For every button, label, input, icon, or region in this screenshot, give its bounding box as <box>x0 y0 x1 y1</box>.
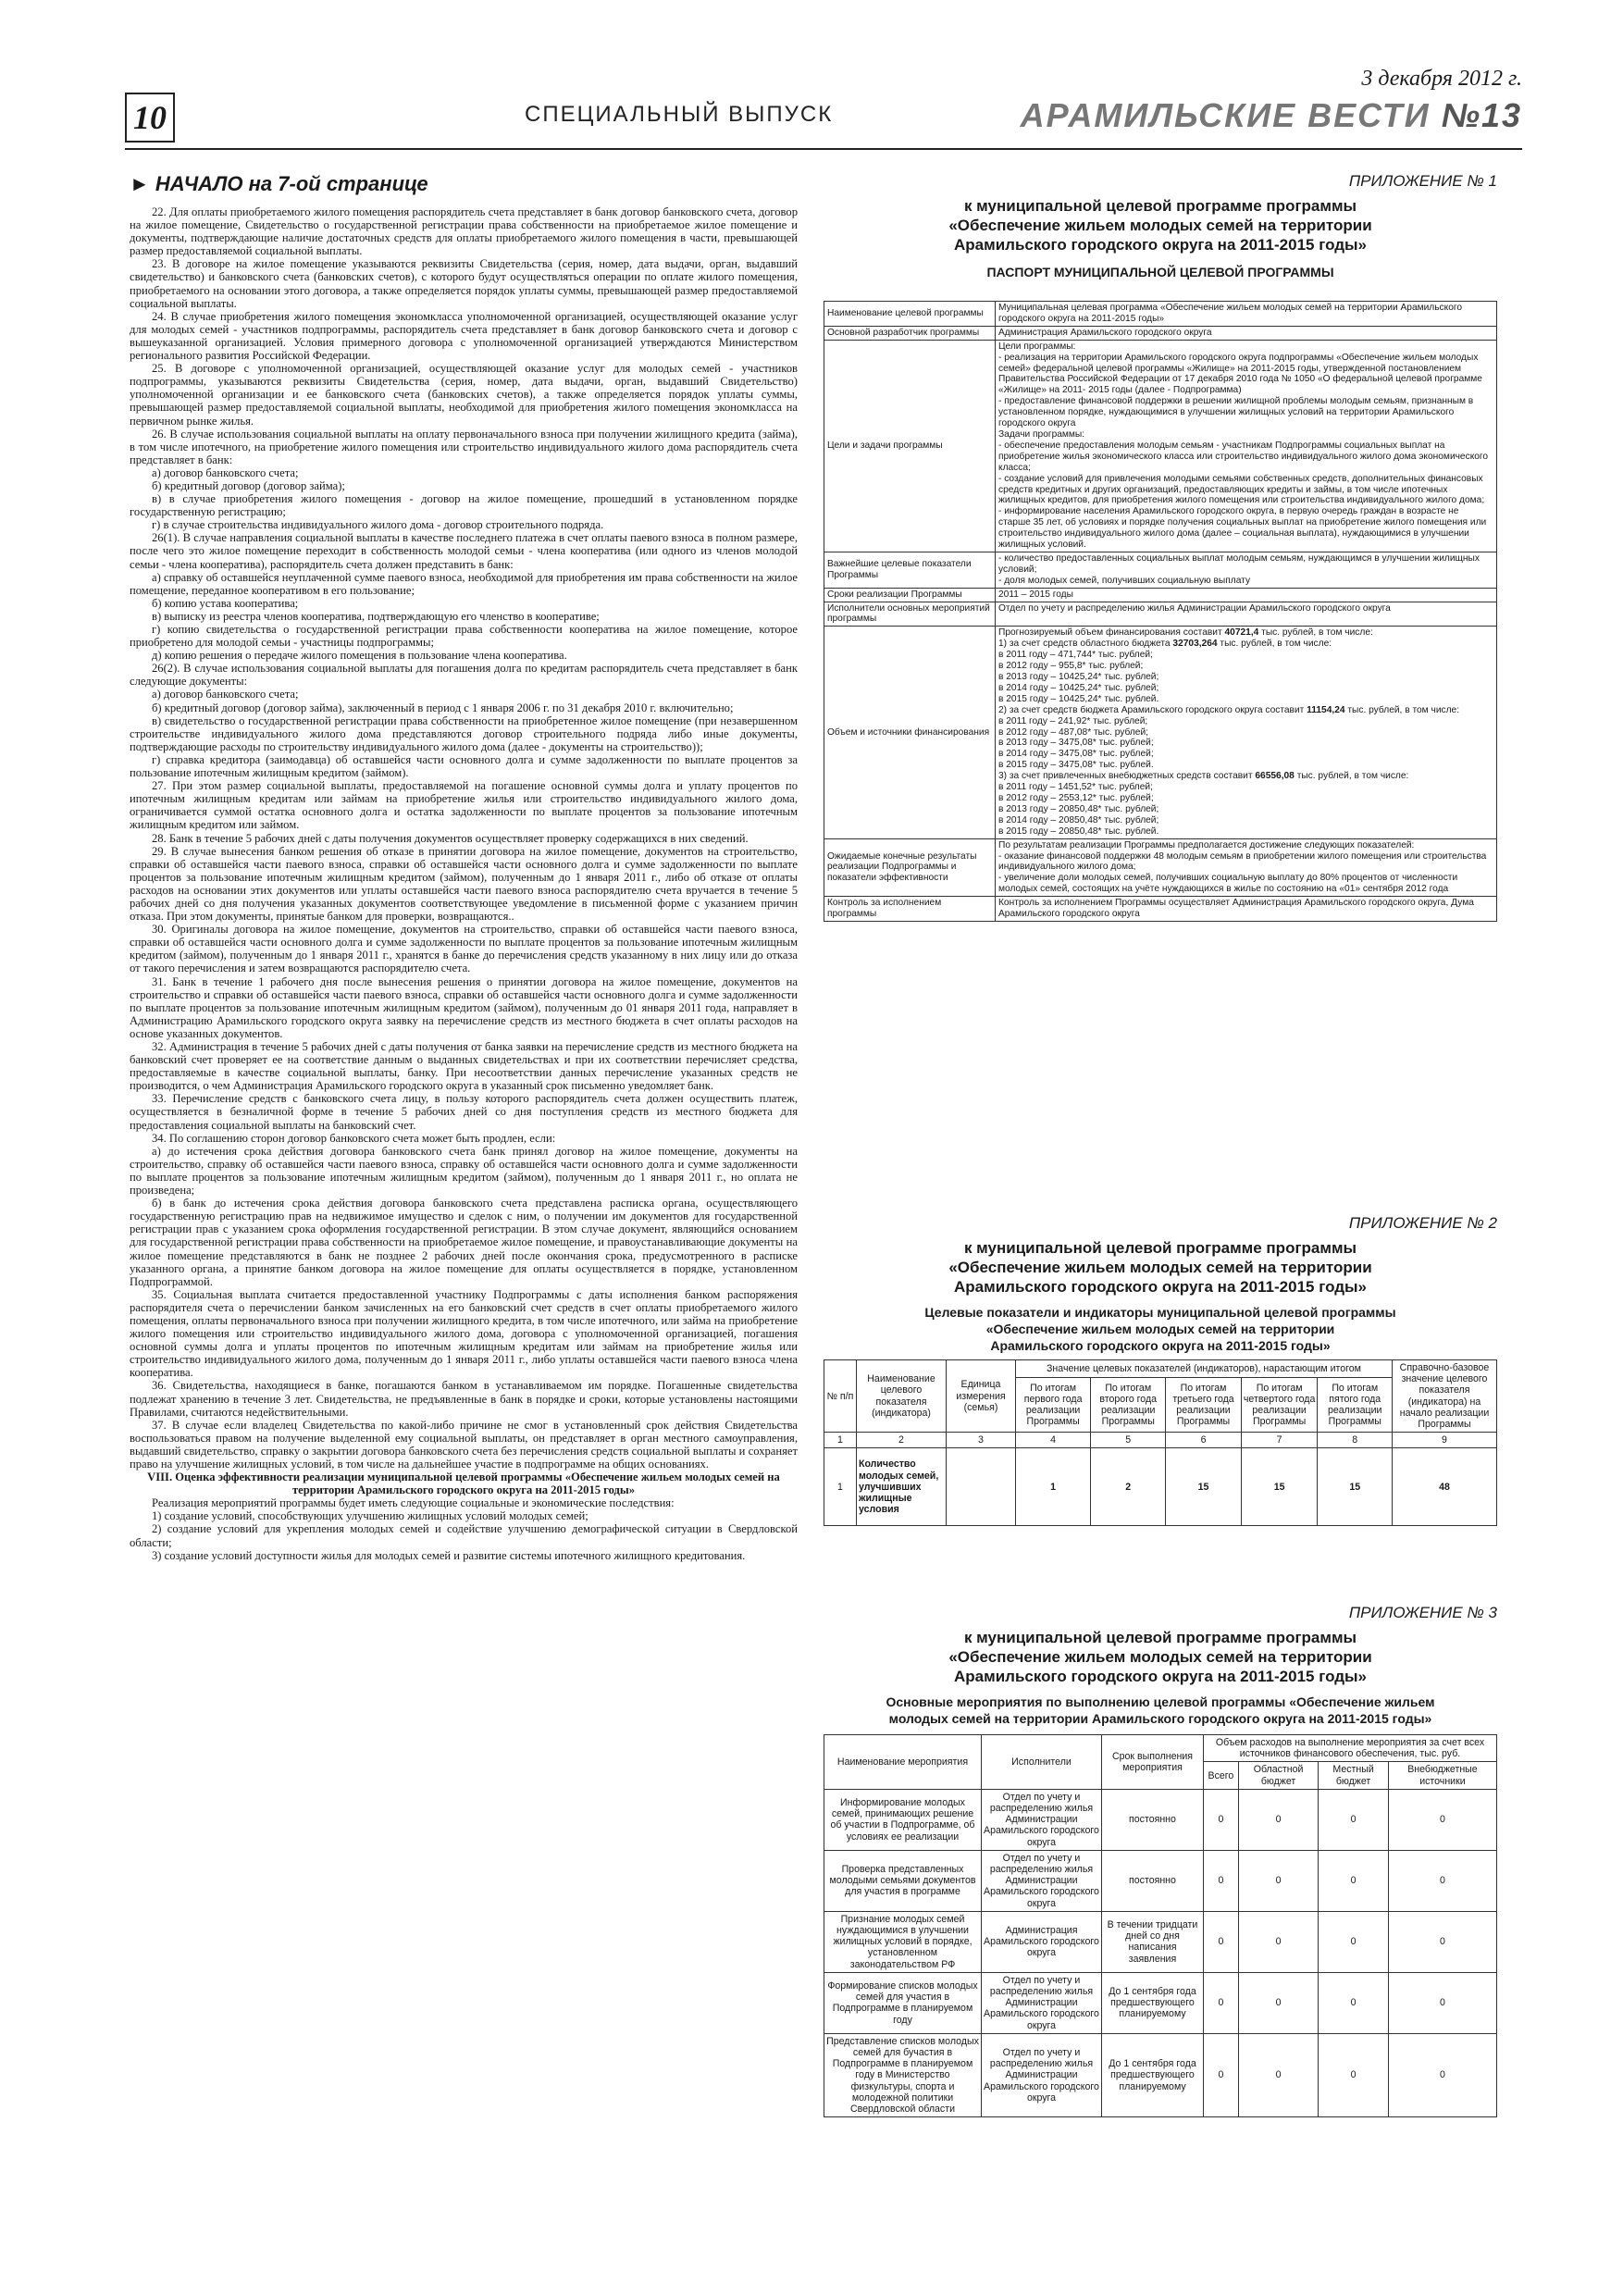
paragraph: 37. В случае если владелец Свидетельства по какой-либо причине не смог в установленный срок действия Свидетельства воспользоваться правом на получение выделенной ему социальной выплаты, он представляет в орган местного самоуправления, выдавший свидетельство, справку о закрытии договора банковского счета без перечисления средств социальной выплаты и сохраняет право на улучшение жилищных условий, в том числе на дальнейшее участие в подпрограмме на общих основаниях. <box>130 1418 798 1471</box>
paragraph: в) выписку из реестра членов кооператива, подтверждающую его членство в кооперативе; <box>152 609 600 623</box>
row-value <box>996 340 1497 552</box>
row-value <box>996 302 1497 327</box>
paragraph-list <box>130 205 798 1471</box>
row-label: Сроки реализации Программы <box>824 588 996 602</box>
value-line: в 2012 году – 487,08* тыс. рублей; <box>998 726 1148 738</box>
activities-table <box>824 1734 1497 2117</box>
passport-row <box>824 897 1497 922</box>
paragraph: г) копию свидетельства о государственной регистрации права собственности кооператива на жилое помещение, которое приобретено для молодой семьи - участницы подпрограммы; <box>130 623 798 650</box>
left-column <box>130 205 798 1562</box>
col-y4: По итогам четвертого года реализации Программы <box>1241 1377 1318 1432</box>
activities-heading <box>824 1694 1497 1727</box>
row-label: Основной разработчик программы <box>824 326 996 340</box>
heading-line: Целевые показатели и индикаторы муниципальной целевой программы <box>924 1305 1396 1320</box>
title-line: Арамильского городского округа на 2011-2015 годы» <box>954 1668 1367 1685</box>
col-name: Наименование целевого показателя (индикатора) <box>857 1360 947 1433</box>
cell-reg: 0 <box>1238 1850 1318 1911</box>
column-number-row <box>824 1433 1497 1448</box>
value-line: Контроль за исполнением Программы осуществляет Администрация Арамильского городского округа, Дума Арамильского городского округа <box>998 898 1474 920</box>
cell-base: 48 <box>1393 1448 1497 1526</box>
col-y3: По итогам третьего года реализации Программы <box>1166 1377 1242 1432</box>
masthead <box>1021 96 1522 135</box>
cell-reg: 0 <box>1238 2033 1318 2116</box>
issue-number: №13 <box>1441 96 1522 134</box>
paragraph: 27. При этом размер социальной выплаты, предоставляемой на погашение основной суммы долга и уплату процентов по ипотечным жилищным кредитам или займам на приобретение жилья или строительство индивидуального жилого дома, ограничивается суммой остатка основного долга и остатка задолженности по выплате процентов за пользование ипотечным жилищным кредитом или займом. <box>130 779 798 832</box>
title-line: «Обеспечение жильем молодых семей на территории <box>948 1259 1372 1276</box>
cell-name: Признание молодых семей нуждающимися в улучшении жилищных условий в порядке, установленном законодательством РФ <box>824 1911 982 1972</box>
value-line: Отдел по учету и распределению жилья Администрации Арамильского городского округа <box>998 602 1391 614</box>
col-term: Срок выполнения мероприятия <box>1102 1735 1204 1790</box>
paragraph: а) до истечения срока действия договора банковского счета банк принял договор на жилое помещение, документы на строительство, справку об оставшейся части паевого взноса, справку об оставшейся части основного долга и сумме задолженности по выплате процентов за пользование ипотечным жилищным кредитом (займом), полученным до 1 января 2011 г., но оплата не произведена; <box>130 1144 798 1198</box>
cell-y1: 1 <box>1016 1448 1091 1526</box>
column-number: 2 <box>857 1433 947 1448</box>
cell-total: 0 <box>1204 2033 1239 2116</box>
passport-row <box>824 340 1497 552</box>
paragraph: 22. Для оплаты приобретаемого жилого помещения распорядитель счета представляет в банк договор банковского счета, договор на жилое помещение, Свидетельство о государственной регистрации права собственности на приобретаемое жилое помещение и документы, подтверждающие наличие достаточных средств для оплаты приобретаемого жилого помещения в части, превышающей размер предоставляемой социальной выплаты. <box>130 205 798 258</box>
value-line: в 2011 году – 471,744* тыс. рублей; <box>998 650 1153 661</box>
title-line: к муниципальной целевой программе программы <box>963 1239 1357 1257</box>
value-line: в 2014 году – 20850,48* тыс. рублей; <box>998 814 1159 825</box>
value-line: Цели программы: <box>998 341 1076 352</box>
cell-exec: Отдел по учету и распределению жилья Администрации Арамильского городского округа <box>982 2033 1102 2116</box>
row-label: Контроль за исполнением программы <box>824 897 996 922</box>
appendix-1-title <box>824 196 1497 254</box>
paragraph: 32. Администрация в течение 5 рабочих дней с даты получения от банка заявки на перечисление средств из местного бюджета на банковский счет проверяет ее на соответствие данным о выданных свидетельствах и при их соответствии перечисляет средства, предоставляемые в качестве социальной выплаты, банку. При несоответствии данных перечисление указанных средств не производится, о чем Администрация Арамильского городского округа в указанный срок письменно уведомляет банк. <box>130 1040 798 1093</box>
cell-total: 0 <box>1204 1911 1239 1972</box>
page-header <box>125 67 1522 150</box>
table-row <box>824 1850 1497 1911</box>
cell-reg: 0 <box>1238 1911 1318 1972</box>
row-value <box>996 326 1497 340</box>
cell-total: 0 <box>1204 1789 1239 1850</box>
row-label: Важнейшие целевые показатели Программы <box>824 552 996 588</box>
paragraph: в) в случае приобретения жилого помещения - договор на жилое помещение, прошедший в установленном порядке государственную регистрацию; <box>130 492 798 519</box>
col-local: Местный бюджет <box>1319 1762 1389 1789</box>
col-exec: Исполнители <box>982 1735 1102 1790</box>
cell-ext: 0 <box>1388 1911 1496 1972</box>
value-line: в 2011 году – 241,92* тыс. рублей; <box>998 715 1148 726</box>
cell-reg: 0 <box>1238 1972 1318 2033</box>
paragraph: 25. В договоре с уполномоченной организацией, осуществляющей оказание услуг для молодых семей - участников подпрограммы, указываются реквизиты Свидетельства (серия, номер, дата выдачи, орган, выдавший Свидетельство) уполномоченной организации и ее банковского счета (банковских счетов), а также определяется порядок уплаты суммы, превышающей размер предоставляемой социальной выплаты, необходимой для приобретения жилого помещения экономкласса на первичном рынке жилья. <box>130 362 798 428</box>
indicators-heading <box>824 1304 1497 1354</box>
cell-exec: Администрация Арамильского городского округа <box>982 1911 1102 1972</box>
heading-line: молодых семей на территории Арамильского городского округа на 2011-2015 годы» <box>888 1711 1432 1726</box>
paragraph: 2) создание условий для укрепления молодых семей и содействие улучшению демографической ситуации в Свердловской области; <box>130 1522 798 1549</box>
value-line: - увеличение доли молодых семей, получивших социальную выплату до 80% процентов от численности молодых семей, состоящих на учёте нуждающихся в жилье по состоянию на «01» сентября 2012 года <box>998 873 1458 895</box>
value-line: Муниципальная целевая программа «Обеспечение жильем молодых семей на территории Арамильского городского округа на 2011-2015 годы» <box>998 303 1463 324</box>
row-label: Цели и задачи программы <box>824 340 996 552</box>
cell-ext: 0 <box>1388 1850 1496 1911</box>
title-line: к муниципальной целевой программе программы <box>963 197 1357 215</box>
value-line: 3) за счет привлеченных внебюджетных средств составит 66556,08 тыс. рублей, в том числе: <box>998 771 1409 782</box>
appendix-1-label: ПРИЛОЖЕНИЕ № 1 <box>1348 172 1497 190</box>
column-number: 7 <box>1241 1433 1318 1448</box>
cell-y5: 15 <box>1318 1448 1393 1526</box>
cell-num: 1 <box>824 1448 857 1526</box>
cell-ext: 0 <box>1388 1972 1496 2033</box>
value-line: в 2014 году – 10425,24* тыс. рублей; <box>998 682 1159 693</box>
passport-row <box>824 302 1497 327</box>
column-number: 1 <box>824 1433 857 1448</box>
cell-term: постоянно <box>1102 1850 1204 1911</box>
value-line: в 2012 году – 955,8* тыс. рублей; <box>998 661 1144 672</box>
paragraph: д) копию решения о передаче жилого помещения в пользование члена кооператива. <box>152 649 567 663</box>
row-label: Объем и источники финансирования <box>824 627 996 838</box>
cell-name: Проверка представленных молодыми семьями документов для участия в программе <box>824 1850 982 1911</box>
issue-date: 3 декабря 2012 г. <box>1361 67 1522 91</box>
col-num: № п/п <box>824 1360 857 1433</box>
appendix-1 <box>824 172 1497 922</box>
cell-loc: 0 <box>1319 1911 1389 1972</box>
passport-row <box>824 602 1497 627</box>
paragraph: а) договор банковского счета; <box>152 688 299 701</box>
row-value <box>996 588 1497 602</box>
paragraph: б) в банк до истечения срока действия договора банковского счета представлена расписка органа, осуществляющего государственную регистрацию прав на недвижимое имущество и сделок с ним, о получении им документов для государственной регистрации прав с указанием срока оформления государственной регистрации. В этом случае документ, являющийся основанием для государственной регистрации права собственности на приобретаемое жилое помещение, и правоустанавливающие документы на жилое помещение представляются в банк не позднее 2 рабочих дней после окончания срока, предусмотренного в расписке указанного органа, а принятие банком договора на жилое помещение для оплаты осуществляется в порядке, установленном Подпрограммой. <box>130 1197 798 1288</box>
appendix-3-title <box>824 1628 1497 1686</box>
paragraph: б) копию устава кооператива; <box>152 596 299 610</box>
value-line: в 2013 году – 10425,24* тыс. рублей; <box>998 672 1159 682</box>
newspaper-name: АРАМИЛЬСКИЕ ВЕСТИ <box>1020 96 1431 134</box>
section-viii-text <box>130 1496 798 1561</box>
cell-name: Представление списков молодых семей для бучастия в Подпрограмме в планируемом году в Министерство физкультуры, спорта и молодежной политики Свердловской области <box>824 2033 982 2116</box>
passport-row <box>824 588 1497 602</box>
cell-loc: 0 <box>1319 1972 1389 2033</box>
col-external: Внебюджетные источники <box>1388 1762 1496 1789</box>
title-line: «Обеспечение жильем молодых семей на территории <box>948 217 1372 234</box>
title-line: Арамильского городского округа на 2011-2015 годы» <box>954 236 1367 254</box>
row-value <box>996 602 1497 627</box>
paragraph: 26(1). В случае направления социальной выплаты в качестве последнего платежа в счет оплаты паевого взноса в полном размере, после чего это жилое помещение переходит в собственность молодой семьи - члена кооператива (или одного из членов молодой семьи - члена кооператива), распорядитель счета должен представить в банк: <box>130 531 798 571</box>
cell-loc: 0 <box>1319 1789 1389 1850</box>
cell-ext: 0 <box>1388 1789 1496 1850</box>
value-line: - предоставление финансовой поддержки в решении жилищной проблемы молодым семьям, признанным в установленном порядке, нуждающимися в улучшении жилищных условий на территории Арамильского городского округа <box>998 396 1474 429</box>
col-regional: Областной бюджет <box>1238 1762 1318 1789</box>
value-line: - информирование населения Арамильского городского округа, в первую очередь граждан в возрасте не старше 35 лет, об условиях и порядке получения социальных выплат на приобретение жилого помещения или строительство индивидуального жилого дома (далее – социальная выплата), нуждающимися в улучшении жилищных условий. <box>998 506 1487 551</box>
column-number: 5 <box>1091 1433 1166 1448</box>
value-line: - реализация на территории Арамильского городского округа подпрограммы «Обеспечение жильем молодых семей» федеральной целевой программы «Жилище» на 2011-2015 годы, утвержденной постановлением Правительства Российской Федерации от 17 декабря 2010 года № 1050 «О федеральной целевой программе «Жилище» на 2011- 2015 годы (далее - Подпрограмма) <box>998 352 1482 396</box>
appendix-2-title <box>824 1238 1497 1297</box>
col-y1: По итогам первого года реализации Программы <box>1016 1377 1091 1432</box>
value-line: в 2015 году – 3475,08* тыс. рублей. <box>998 760 1154 771</box>
value-line: в 2013 году – 3475,08* тыс. рублей; <box>998 738 1154 749</box>
value-line: в 2014 году – 3475,08* тыс. рублей; <box>998 749 1154 760</box>
cell-exec: Отдел по учету и распределению жилья Администрации Арамильского городского округа <box>982 1789 1102 1850</box>
cell-exec: Отдел по учету и распределению жилья Администрации Арамильского городского округа <box>982 1972 1102 2033</box>
paragraph: 31. Банк в течение 1 рабочего дня после вынесения решения о принятии договора на жилое помещение, документов на строительство и справки об оставшейся части паевого взноса, справки об оставшейся части основного долга и сумме задолженности по выплате процентов за пользование ипотечным жилищным кредитом (займом), полученным до 01 января 2011 года, направляет в Администрацию Арамильского городского округа заявку на перечисление средств из местного бюджета в счет оплаты расходов на основе указанных документов. <box>130 974 798 1040</box>
appendix-2-label: ПРИЛОЖЕНИЕ № 2 <box>1348 1214 1497 1232</box>
column-number: 6 <box>1166 1433 1242 1448</box>
paragraph: б) кредитный договор (договор займа), заключенный в период с 1 января 2006 г. по 31 декабря 2010 г. включительно; <box>152 701 734 714</box>
row-label: Ожидаемые конечные результаты реализации Подпрограммы и показатели эффективности <box>824 838 996 897</box>
column-number: 3 <box>947 1433 1016 1448</box>
col-values-group: Значение целевых показателей (индикаторов), нарастающим итогом <box>1016 1360 1393 1378</box>
value-line: Прогнозируемый объем финансирования составит 40721,4 тыс. рублей, в том числе: <box>998 627 1373 639</box>
value-line: в 2015 году – 10425,24* тыс. рублей. <box>998 693 1159 704</box>
value-line: По результатам реализации Программы предполагается достижение следующих показателей: <box>998 839 1415 850</box>
paragraph: 28. Банк в течение 5 рабочих дней с даты получения документов осуществляет проверку содержащихся в них сведений. <box>152 831 749 845</box>
col-base: Справочно-базовое значение целевого показателя (индикатора) на начало реализации Программы <box>1393 1360 1497 1433</box>
paragraph: а) договор банковского счета; <box>152 465 299 479</box>
value-line: - доля молодых семей, получивших социальную выплату <box>998 575 1251 586</box>
col-y5: По итогам пятого года реализации Программы <box>1318 1377 1393 1432</box>
column-number: 4 <box>1016 1433 1091 1448</box>
cell-total: 0 <box>1204 1972 1239 2033</box>
paragraph: 24. В случае приобретения жилого помещения экономкласса уполномоченной организацией, осуществляющей оказание услуг для молодых семей - участников подпрограммы, распорядитель счета представляет в банк договор банковского счета и договор с вышеуказанной организацией. Условия примерного договора с уполномоченной организацией утверждаются Министерством регионального развития Российской Федерации. <box>130 309 798 363</box>
table-row <box>824 1448 1497 1526</box>
cell-y4: 15 <box>1241 1448 1318 1526</box>
paragraph: 1) создание условий, способствующих улучшению жилищных условий молодых семей; <box>152 1509 588 1523</box>
column-number: 9 <box>1393 1433 1497 1448</box>
row-value <box>996 897 1497 922</box>
paragraph: в) свидетельство о государственной регистрации права собственности на приобретенное жилое помещение (при незавершенном строительстве индивидуального жилого дома представляются договор строительного подряда либо иные документы, подтверждающие расходы по строительству индивидуального жилого дома (далее - документы на строительство)); <box>130 714 798 753</box>
title-line: «Обеспечение жильем молодых семей на территории <box>948 1648 1372 1666</box>
cell-term: В течении тридцати дней со дня написания заявления <box>1102 1911 1204 1972</box>
cell-y2: 2 <box>1091 1448 1166 1526</box>
paragraph: 29. В случае вынесения банком решения об отказе в принятии договора на жилое помещение, документов на строительство, справки об оставшейся части паевого взноса, справки об оставшейся части основного долга и сумме задолженности по выплате процентов за пользование ипотечным жилищным кредитом (займом), полученным до 1 января 2011 г., либо об отказе от оплаты расходов на основании этих документов или уплаты оставшейся части паевого взноса распорядителю счета вручается в течение 5 рабочих дней со дня получения указанных документов соответствующее уведомление в письменной форме с указанием причин отказа. При этом документы, принятые банком для проверки, возвращаются.. <box>130 844 798 924</box>
value-line: 1) за счет средств областного бюджета 32703,264 тыс. рублей, в том числе: <box>998 639 1332 650</box>
paragraph: г) справка кредитора (заимодавца) об оставшейся части основного долга и сумме задолженности по выплате процентов за пользование ипотечным жилищным кредитом (займом). <box>130 752 798 780</box>
section-title: СПЕЦИАЛЬНЫЙ ВЫПУСК <box>525 102 834 127</box>
value-line: - создание условий для привлечения молодыми семьями собственных средств, дополнительных финансовых средств кредитных и других организаций, предоставляющих кредиты и займы, в том числе ипотечных жилищных кредитов, для приобретения жилого помещения или строительства индивидуального жилого дома; <box>998 473 1485 506</box>
row-value <box>996 627 1497 838</box>
cell-name: Количество молодых семей, улучшивших жилищные условия <box>857 1448 947 1526</box>
passport-heading: ПАСПОРТ МУНИЦИПАЛЬНОЙ ЦЕЛЕВОЙ ПРОГРАММЫ <box>986 265 1334 279</box>
value-line: в 2011 году – 1451,52* тыс. рублей; <box>998 782 1153 793</box>
cell-total: 0 <box>1204 1850 1239 1911</box>
cell-reg: 0 <box>1238 1789 1318 1850</box>
passport-row <box>824 552 1497 588</box>
section-viii-title: VIII. Оценка эффективности реализации муниципальной целевой программы «Обеспечение жильем молодых семей на территории Арамильского городского округа на 2011-2015 годы» <box>147 1471 780 1497</box>
heading-line: Арамильского городского округа на 2011-2015 годы» <box>990 1338 1331 1353</box>
passport-row <box>824 326 1497 340</box>
indicators-table <box>824 1359 1497 1526</box>
table-row <box>824 1911 1497 1972</box>
title-line: Арамильского городского округа на 2011-2015 годы» <box>954 1278 1367 1296</box>
value-line: в 2012 году – 2553,12* тыс. рублей; <box>998 792 1154 803</box>
col-total: Всего <box>1204 1762 1239 1789</box>
paragraph: 23. В договоре на жилое помещение указываются реквизиты Свидетельства (серия, номер, дата выдачи, орган, выдавший свидетельство) и банковского счета (банковских счетов), с которого будут осуществляться операции по оплате жилого помещения, приобретаемого на основании этого договора, а также определяется порядок уплаты суммы, превышающей размер предоставляемой социальной выплаты. <box>130 257 798 310</box>
col-unit: Единица измерения (семья) <box>947 1360 1016 1433</box>
row-value <box>996 838 1497 897</box>
appendix-2 <box>824 1214 1497 1526</box>
paragraph: 35. Социальная выплата считается предоставленной участнику Подпрограммы с даты исполнения банком распоряжения распорядителя счета о перечислении банком зачисленных на его банковский счет средств в счет оплаты приобретаемого жилого помещения, оплаты первоначального взноса при получении жилищного кредита, в том числе ипотечного, или займа на приобретение жилого помещения или строительство индивидуального жилого дома, договора с уполномоченной организацией, погашения основной суммы долга и уплаты процентов по ипотечным жилищным кредитам или займам на приобретение жилья или строительство индивидуального жилого дома, полученным до 1 января 2011 г., либо уплаты оставшейся части паевого взноса члена кооператива. <box>130 1287 798 1380</box>
cell-loc: 0 <box>1319 2033 1389 2116</box>
paragraph: а) справку об оставшейся неуплаченной сумме паевого взноса, необходимой для приобретения им права собственности на жилое помещение, переданное кооперативом в его пользование; <box>130 570 798 597</box>
value-line: - обеспечение предоставления молодым семьям - участникам Подпрограммы социальных выплат на приобретение жилья экономического класса или строительство индивидуального жилого дома экономического класса; <box>998 440 1489 473</box>
value-line: Задачи программы: <box>998 428 1085 440</box>
cell-exec: Отдел по учету и распределению жилья Администрации Арамильского городского округа <box>982 1850 1102 1911</box>
value-line: 2) за счет средств бюджета Арамильского городского округа составит 11154,24 тыс. рублей, в том числе: <box>998 704 1460 715</box>
appendix-3-label: ПРИЛОЖЕНИЕ № 3 <box>1348 1604 1497 1621</box>
cell-ext: 0 <box>1388 2033 1496 2116</box>
table-row <box>824 2033 1497 2116</box>
table-row <box>824 1972 1497 2033</box>
value-line: Администрация Арамильского городского округа <box>998 327 1212 338</box>
title-line: к муниципальной целевой программе программы <box>963 1629 1357 1646</box>
cell-term: До 1 сентября года предшествующего планируемому <box>1102 2033 1204 2116</box>
paragraph: г) в случае строительства индивидуального жилого дома - договор строительного подряда. <box>152 518 604 532</box>
paragraph: 30. Оригиналы договора на жилое помещение, документов на строительство, справки об оставшейся части паевого взноса, справки об оставшейся части основного долга и сумме задолженности по выплате процентов за пользование ипотечным жилищным кредитом (займом), полученным до 1 января 2011 г., хранятся в банке до перечисления средств указанному в них лицу или до отказа от такого перечисления и затем возвращаются распорядителю счета. <box>130 923 798 975</box>
paragraph: 33. Перечисление средств с банковского счета лицу, в пользу которого распорядитель счета должен осуществить платеж, осуществляется в безналичной форме в течение 5 рабочих дней со дня поступления средств из местного бюджета для предоставления социальной выплаты на банковский счет. <box>130 1092 798 1132</box>
cell-loc: 0 <box>1319 1850 1389 1911</box>
heading-line: «Обеспечение жильем молодых семей на территории <box>985 1322 1335 1336</box>
value-line: в 2013 году – 20850,48* тыс. рублей; <box>998 803 1159 814</box>
column-number: 8 <box>1318 1433 1393 1448</box>
passport-row <box>824 838 1497 897</box>
paragraph: Реализация мероприятий программы будет иметь следующие социальные и экономические последствия: <box>152 1496 675 1510</box>
paragraph: 26. В случае использования социальной выплаты на оплату первоначального взноса при получении жилищного кредита (займа), в том числе ипотечного, на приобретение жилого помещения или строительство индивидуального жилого дома распорядитель счета представляет в банк: <box>130 427 798 466</box>
cell-name: Информирование молодых семей, принимающих решение об участии в Подпрограмме, об условиях ее реализации <box>824 1789 982 1850</box>
cell-term: До 1 сентября года предшествующего планируемому <box>1102 1972 1204 2033</box>
continuation-note: ► НАЧАЛО на 7-ой странице <box>130 172 428 195</box>
col-y2: По итогам второго года реализации Программы <box>1091 1377 1166 1432</box>
row-label: Исполнители основных мероприятий программы <box>824 602 996 627</box>
row-label: Наименование целевой программы <box>824 302 996 327</box>
value-line: в 2015 году – 20850,48* тыс. рублей. <box>998 825 1159 837</box>
value-line: - количество предоставленных социальных выплат молодым семьям, нуждающимся в улучшении жилищных условий; <box>998 552 1480 575</box>
paragraph: 36. Свидетельства, находящиеся в банке, погашаются банком в устанавливаемом им порядке. Погашенные свидетельства подлежат хранению в течение 3 лет. Свидетельства, не предъявленные в банк в порядке и сроки, которые установлены настоящими Правилами, считаются недействительными. <box>130 1379 798 1419</box>
col-expenses-group: Объем расходов на выполнение мероприятия за счет всех источников финансового обеспечения, тыс. руб. <box>1204 1735 1497 1762</box>
cell-term: постоянно <box>1102 1789 1204 1850</box>
table-row <box>824 1789 1497 1850</box>
col-name: Наименование мероприятия <box>824 1735 982 1790</box>
cell-name: Формирование списков молодых семей для участия в Подпрограмме в планируемом году <box>824 1972 982 2033</box>
paragraph: 26(2). В случае использования социальной выплаты для погашения долга по кредитам распорядитель счета представляет в банк следующие документы: <box>130 662 798 689</box>
passport-row <box>824 627 1497 838</box>
paragraph: 3) создание условий доступности жилья для молодых семей и развитие системы ипотечного жилищного кредитования. <box>152 1548 746 1562</box>
passport-table <box>824 301 1497 922</box>
cell-y3: 15 <box>1166 1448 1242 1526</box>
heading-line: Основные мероприятия по выполнению целевой программы «Обеспечение жильем <box>886 1694 1435 1709</box>
paragraph: 34. По соглашению сторон договор банковского счета может быть продлен, если: <box>152 1131 556 1145</box>
paragraph: б) кредитный договор (договор займа); <box>152 478 345 492</box>
appendix-3 <box>824 1604 1497 2117</box>
page-number: 10 <box>125 93 175 143</box>
row-value <box>996 552 1497 588</box>
value-line: - оказание финансовой поддержки 48 молодым семьям в приобретении жилого помещения или строительства индивидуального жилого дома; <box>998 850 1487 873</box>
value-line: 2011 – 2015 годы <box>998 589 1073 600</box>
cell-unit <box>947 1448 1016 1526</box>
